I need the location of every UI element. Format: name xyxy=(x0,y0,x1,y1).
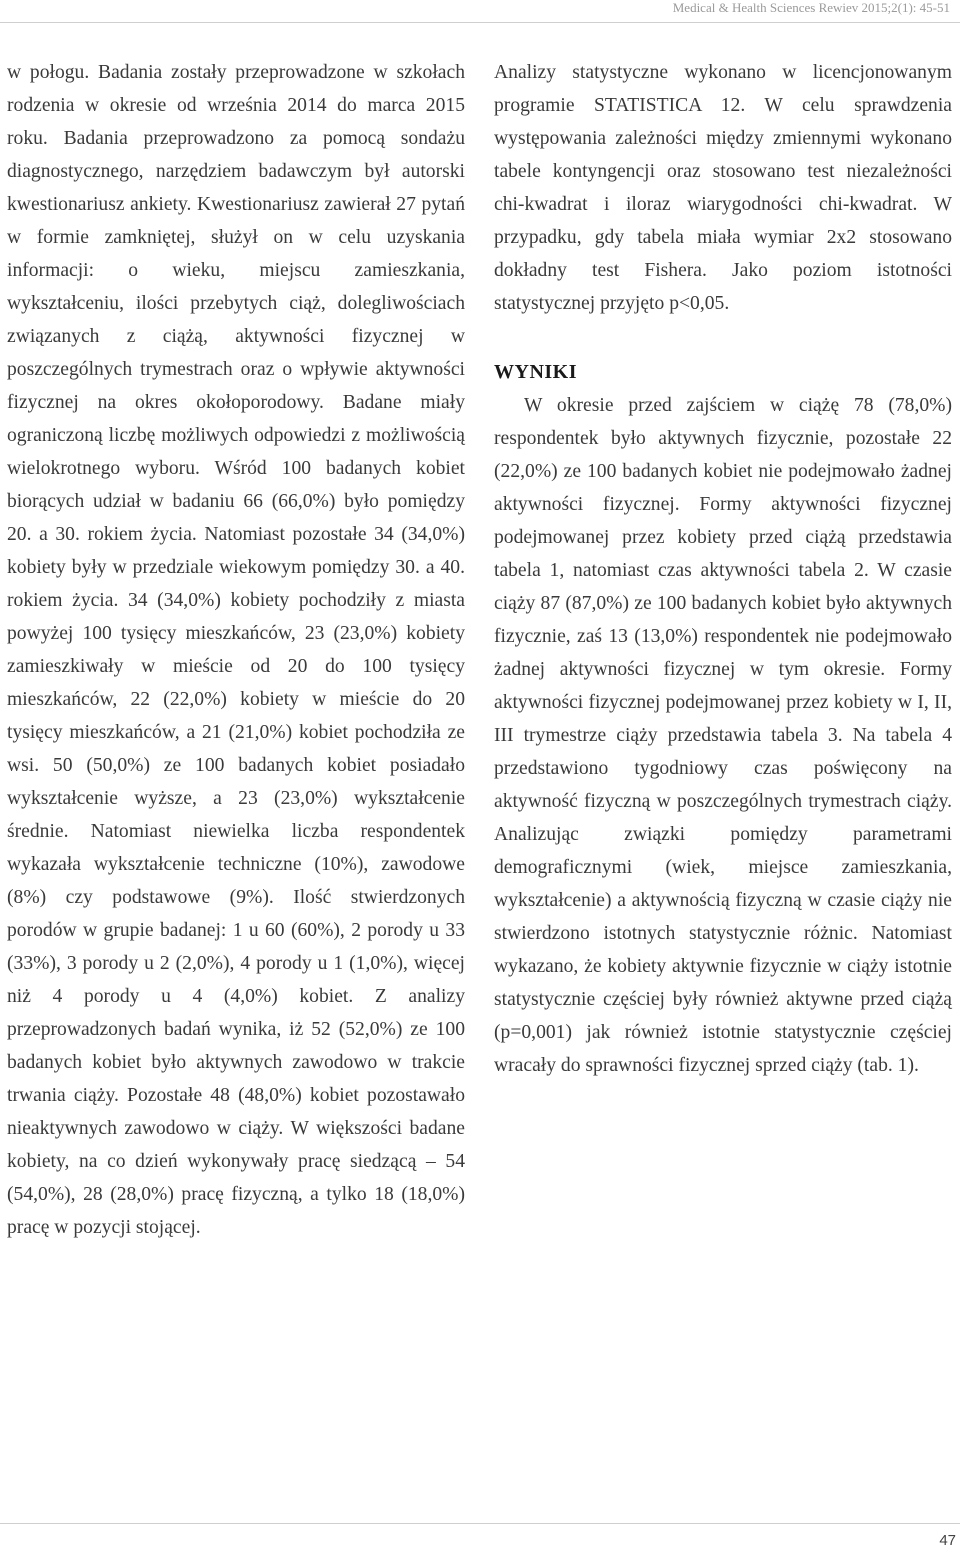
statistics-paragraph: Analizy statystyczne wykonano w licencjonowanym programie STATISTICA 12. W celu sprawdzenia występowania zależności między zmiennymi wykonano tabele kontyngencji oraz stosowano test niezależności chi-kwadrat i iloraz wiarygodności chi-kwadrat. W przypadku, gdy tabela miała wymiar 2x2 stosowano dokładny test Fishera. Jako poziom istotności statystycznej przyjęto p<0,05. xyxy=(494,62,952,314)
left-column xyxy=(7,56,465,1244)
page-number: 47 xyxy=(939,1532,956,1549)
footer-divider xyxy=(0,1523,960,1524)
results-paragraph: W okresie przed zajściem w ciążę 78 (78,0%) respondentek było aktywnych fizycznie, pozostałe 22 (22,0%) ze 100 badanych kobiet nie podejmowało żadnej aktywności fizycznej. Formy aktywności fizycznej podejmowanej przez kobiety przed ciążą przedstawia tabela 1, natomiast czas aktywności tabela 2. W czasie ciąży 87 (87,0%) ze 100 badanych kobiet było aktywnych fizycznie, zaś 13 (13,0%) respondentek nie podejmowało żadnej aktywności fizycznej w tym okresie. Formy aktywności fizycznej podejmowanej przez kobiety w I, II, III trymestrze ciąży przedstawia tabela 3. Na tabela 4 przedstawiono tygodniowy czas poświęcony na aktywność fizyczną w poszczególnych trymestrach ciąży. Analizując związki pomiędzy parametrami demograficznymi (wiek, miejsce zamieszkania, wykształcenie) a aktywnością fizyczną w czasie ciąży nie stwierdzono istotnych statystycznie różnic. Natomiast wykazano, że kobiety aktywnie fizycznie w ciąży istotnie statystycznie częściej były również aktywne przed ciążą (p=0,001) jak również istotnie statystycznie częściej wracały do sprawności fizycznej sprzed ciąży (tab. 1). xyxy=(494,395,952,1076)
right-column xyxy=(494,56,952,1082)
running-header: Medical & Health Sciences Rewiev 2015;2(1): 45-51 xyxy=(672,0,950,15)
methods-paragraph: w połogu. Badania zostały przeprowadzone w szkołach rodzenia w okresie od września 2014 do marca 2015 roku. Badania przeprowadzono za pomocą sondażu diagnostycznego, narzędziem badawczym był autorski kwestionariusz ankiety. Kwestionariusz zawierał 27 pytań w formie zamkniętej, służył on w celu uzyskania informacji: o wieku, miejscu zamieszkania, wykształceniu, ilości przebytych ciąż, dolegliwościach związanych z ciążą, aktywności fizycznej w poszczególnych trymestrach oraz o wpływie aktywności fizycznej na okres okołoporodowy. Badane miały ograniczoną liczbę możliwych odpowiedzi z możliwością wielokrotnego wyboru. Wśród 100 badanych kobiet biorących udział w badaniu 66 (66,0%) było pomiędzy 20. a 30. rokiem życia. Natomiast pozostałe 34 (34,0%) kobiety były w przedziale wiekowym pomiędzy 30. a 40. rokiem życia. 34 (34,0%) kobiety pochodziły z miasta powyżej 100 tysięcy mieszkańców, 23 (23,0%) kobiety zamieszkiwały w mieście od 20 do 100 tysięcy mieszkańców, 22 (22,0%) kobiety w mieście do 20 tysięcy mieszkańców, a 21 (21,0%) kobiet pochodziła ze wsi. 50 (50,0%) ze 100 badanych kobiet posiadało wykształcenie wyższe, a 23 (23,0%) wykształcenie średnie. Natomiast niewielka liczba respondentek wykazała wykształcenie techniczne (10%), zawodowe (8%) czy podstawowe (9%). Ilość stwierdzonych porodów w grupie badanej: 1 u 60 (60%), 2 porody u 33 (33%), 3 porody u 2 (2,0%), 4 porody u 1 (1,0%), więcej niż 4 porody u 4 (4,0%) kobiet. Z analizy przeprowadzonych badań wynika, iż 52 (52,0%) ze 100 badanych kobiet było aktywnych zawodowo w trakcie trwania ciąży. Pozostałe 48 (48,0%) kobiet pozostawało nieaktywnych zawodowo w ciąży. W większości badane kobiety, na co dzień wykonywały pracę siedzącą – 54 (54,0%), 28 (28,0%) pracę fizyczną, a tylko 18 (18,0%) pracę w pozycji stojącej. xyxy=(7,62,465,1238)
header-divider xyxy=(0,22,960,23)
section-heading-results: WYNIKI xyxy=(494,361,578,383)
